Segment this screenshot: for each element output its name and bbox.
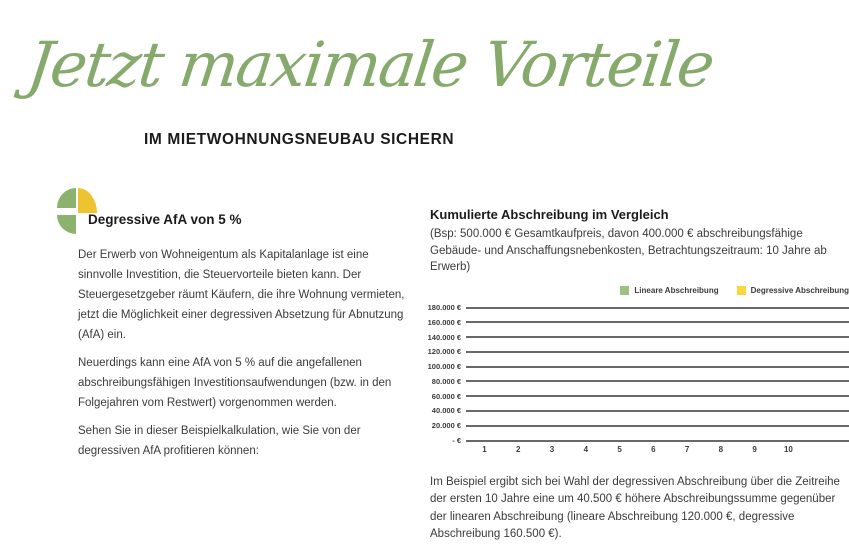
y-axis-label: 60.000 € bbox=[431, 391, 461, 401]
x-axis-label: 6 bbox=[651, 444, 656, 454]
legend-label: Lineare Abschreibung bbox=[634, 286, 719, 295]
leaf-petal-green-top-icon bbox=[57, 188, 76, 208]
leaf-petal-yellow-icon bbox=[78, 188, 97, 213]
chart-subtitle: (Bsp: 500.000 € Gesamtkaufpreis, davon 400.000 € abschreibungsfähige Gebäude- und Anschaffungsnebenkosten, Betrachtungszeitraum: 10 Jahre ab Erwerb) bbox=[430, 228, 827, 273]
gridline bbox=[466, 307, 849, 309]
gridline bbox=[466, 440, 849, 442]
legend-swatch-icon bbox=[620, 286, 629, 295]
x-axis-labels bbox=[466, 441, 849, 454]
paragraph: Der Erwerb von Wohneigentum als Kapitalanlage ist eine sinnvolle Investition, die Steuervorteile bieten kann. Der Steuergesetzgeber räumt Käufern, die ihre Wohnung vermieten, jetzt die Möglichkeit einer degressiven Absetzung für Abnutzung (AfA) ein. bbox=[78, 249, 405, 341]
y-axis-label: 20.000 € bbox=[431, 420, 461, 430]
script-headline: Jetzt maximale Vorteile bbox=[23, 28, 717, 101]
chart-legend bbox=[430, 285, 849, 297]
legend-label: Degressive Abschreibung bbox=[750, 286, 849, 295]
gridline bbox=[466, 380, 849, 382]
x-axis-label: 1 bbox=[482, 444, 487, 454]
x-axis-label: 2 bbox=[516, 444, 521, 454]
gridline bbox=[466, 410, 849, 412]
x-axis-label: 9 bbox=[752, 444, 757, 454]
x-axis-label: 8 bbox=[718, 444, 724, 454]
legend-item bbox=[620, 286, 718, 295]
x-axis-label: 3 bbox=[549, 444, 555, 454]
y-axis-label: 140.000 € bbox=[427, 332, 461, 342]
gridline bbox=[466, 425, 849, 427]
y-axis-label: 120.000 € bbox=[427, 347, 461, 357]
section-heading: Degressive AfA von 5 % bbox=[88, 212, 242, 227]
leaf-petal-green-bottom-icon bbox=[57, 215, 76, 234]
y-axis-label: 40.000 € bbox=[431, 406, 461, 416]
gridline bbox=[466, 336, 849, 338]
x-axis-label: 10 bbox=[783, 444, 793, 454]
paragraph: Sehen Sie in dieser Beispielkalkulation, wie Sie von der degressiven AfA profitieren können: bbox=[78, 425, 361, 457]
paragraph: Neuerdings kann eine AfA von 5 % auf die angefallenen abschreibungsfähigen Investitionsaufwendungen (bzw. in den Folgejahren vom Restwert) vorgenommen werden. bbox=[78, 357, 392, 409]
chart-footnote: Im Beispiel ergibt sich bei Wahl der degressiven Abschreibung über die Zeitreihe der ersten 10 Jahre eine um 40.500 € höhere Abschreibungssumme gegenüber der linearen Abschreibung (lineare Abschreibung 120.000 €, degressive Abschreibung 160.500 €). bbox=[430, 475, 840, 540]
y-axis-label: 80.000 € bbox=[431, 376, 461, 386]
bars-row bbox=[470, 308, 803, 441]
legend-item bbox=[737, 286, 849, 295]
legend-swatch-icon bbox=[737, 286, 746, 295]
gridline bbox=[466, 321, 849, 323]
leaf-logo-icon bbox=[57, 188, 97, 234]
intro-text bbox=[78, 245, 410, 469]
x-axis-label: 4 bbox=[583, 444, 589, 454]
chart-column bbox=[427, 207, 849, 544]
y-axis-label: 160.000 € bbox=[427, 317, 461, 327]
y-axis-label: - € bbox=[452, 435, 461, 445]
y-axis-label: 180.000 € bbox=[427, 302, 461, 312]
page-subtitle: IM MIETWOHNUNGSNEUBAU SICHERN bbox=[144, 131, 455, 148]
y-axis-label: 100.000 € bbox=[427, 361, 461, 371]
gridline bbox=[466, 351, 849, 353]
x-axis-label: 5 bbox=[617, 444, 622, 454]
gridline bbox=[466, 395, 849, 397]
chart-title: Kumulierte Abschreibung im Vergleich bbox=[430, 207, 669, 222]
chart-plot bbox=[427, 302, 849, 445]
gridline bbox=[466, 366, 849, 368]
x-axis-label: 7 bbox=[684, 444, 690, 454]
